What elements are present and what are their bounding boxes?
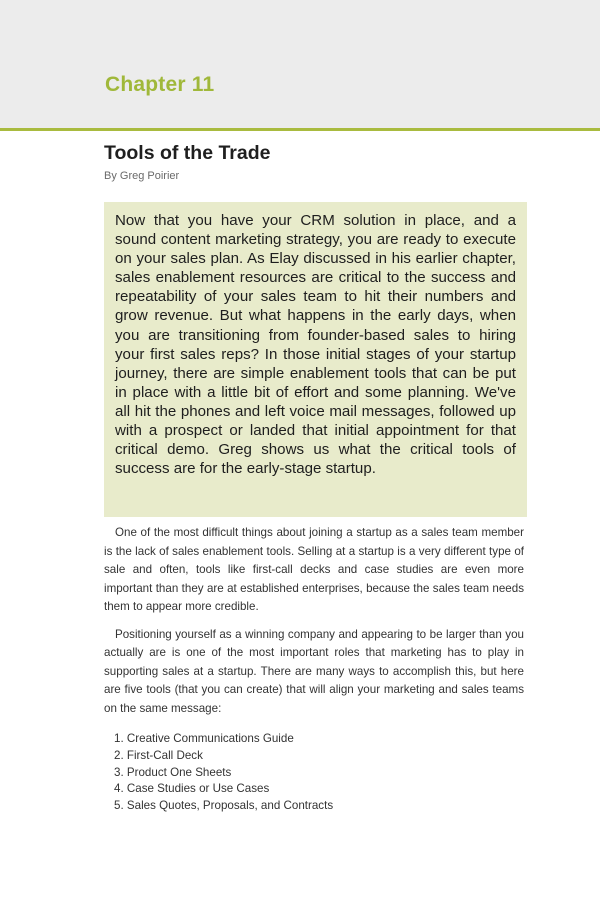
list-item: 5. Sales Quotes, Proposals, and Contracts <box>114 799 334 813</box>
chapter-header <box>0 0 600 128</box>
intro-text: Now that you have your CRM solution in place, and a sound content marketing strategy, you are ready to execute on your sales plan. As Elay discussed in his earlier chapter, sales enablement resources are critical to the success and repeatability of your sales team to hit their numbers and grow revenue. But what happens in the early days, when you are transitioning from founder-based sales to hiring your first sales reps? In those initial stages of your startup journey, there are simple enablement tools that can be put in place with a little bit of effort and some planning. We've all hit the phones and left voice mail messages, followed up with a prospect or landed that initial appointment for that critical demo. Greg shows us what the critical tools of success are for the early-stage startup. <box>115 212 516 478</box>
body-text <box>104 524 524 727</box>
page-title: Tools of the Trade <box>104 142 271 164</box>
list-item: 2. First-Call Deck <box>114 748 203 762</box>
header-divider <box>0 128 600 131</box>
list-item: 3. Product One Sheets <box>114 765 232 779</box>
intro-callout <box>104 202 527 517</box>
chapter-label: Chapter 11 <box>105 73 215 96</box>
paragraph: One of the most difficult things about joining a startup as a sales team member is the lack of sales enablement tools. Selling at a startup is a very different type of sale and often, tools like first-call decks and case studies are even more important than they are at established enterprises, because the sales team needs them to appear more credible. <box>104 526 524 613</box>
tools-list <box>114 731 333 815</box>
list-item: 1. Creative Communications Guide <box>114 732 294 745</box>
paragraph: Positioning yourself as a winning company and appearing to be larger than you actually are is one of the most important roles that marketing has to play in supporting sales at a startup. There are many ways to accomplish this, but here are five tools (that you can create) that will align your marketing and sales teams on the same message: <box>104 627 524 715</box>
list-item: 4. Case Studies or Use Cases <box>114 782 270 796</box>
byline: By Greg Poirier <box>104 170 180 182</box>
